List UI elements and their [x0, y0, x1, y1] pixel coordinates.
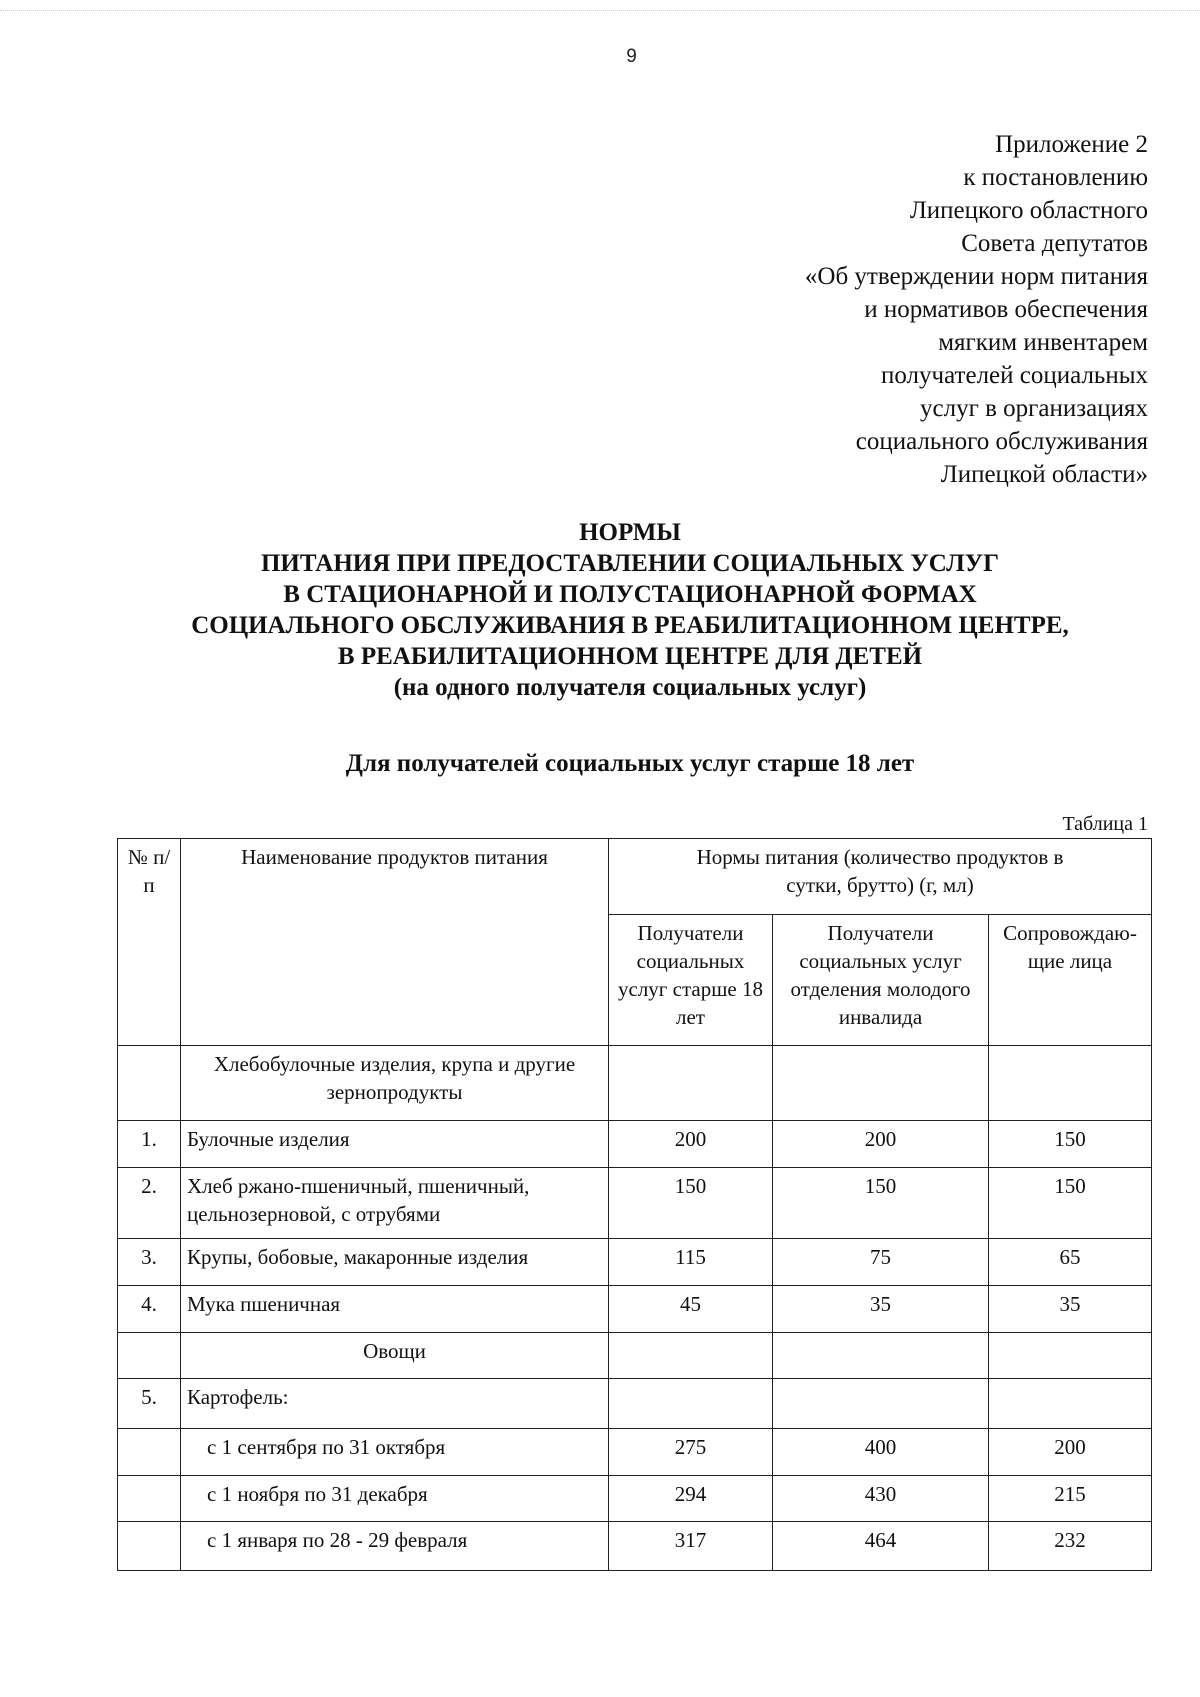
appendix-line: и нормативов обеспечения — [864, 296, 1148, 323]
header-norms: Нормы питания (количество продуктов в сутки, брутто) (г, мл) — [609, 839, 1152, 915]
appendix-line: Приложение 2 — [995, 131, 1148, 158]
norm-recipients-young-disabled: 35 — [773, 1286, 989, 1333]
header-recipients-young-disabled: Получатели социальных услуг отделения молодого инвалида — [773, 915, 989, 1046]
norm-recipients-young-disabled: 464 — [773, 1522, 989, 1571]
product-name: с 1 ноября по 31 декабря — [181, 1476, 609, 1522]
norm-accompanying-persons: 232 — [989, 1522, 1152, 1571]
title-line: НОРМЫ — [579, 519, 681, 546]
row-number: 5. — [118, 1379, 181, 1429]
title-line: В РЕАБИЛИТАЦИОННОМ ЦЕНТРЕ ДЛЯ ДЕТЕЙ — [337, 643, 923, 670]
title-line: В СТАЦИОНАРНОЙ И ПОЛУСТАЦИОНАРНОЙ ФОРМАХ — [283, 581, 977, 608]
product-name: Мука пшеничная — [181, 1286, 609, 1333]
norm-recipients-over-18: 317 — [609, 1522, 773, 1571]
header-recipients-over-18: Получатели социальных услуг старше 18 лет — [609, 915, 773, 1046]
norm-recipients-young-disabled — [773, 1046, 989, 1121]
table-body — [118, 1046, 1152, 1571]
table-row — [118, 1379, 1152, 1429]
table-row — [118, 1121, 1152, 1168]
appendix-line: Совета депутатов — [961, 230, 1148, 257]
table-row — [118, 1168, 1152, 1239]
product-name: Овощи — [181, 1333, 609, 1379]
appendix-line: мягким инвентарем — [938, 329, 1148, 356]
row-number — [118, 1429, 181, 1476]
product-name: с 1 сентября по 31 октября — [181, 1429, 609, 1476]
norm-recipients-over-18 — [609, 1046, 773, 1121]
row-number — [118, 1046, 181, 1121]
scan-top-edge — [0, 10, 1200, 11]
norm-recipients-young-disabled: 430 — [773, 1476, 989, 1522]
norm-accompanying-persons: 215 — [989, 1476, 1152, 1522]
norm-accompanying-persons: 150 — [989, 1168, 1152, 1239]
row-number — [118, 1522, 181, 1571]
product-name: Картофель: — [181, 1379, 609, 1429]
table-row — [118, 1429, 1152, 1476]
appendix-line: Липецкого областного — [909, 197, 1148, 224]
product-name: Хлеб ржано-пшеничный, пшеничный, цельнозерновой, с отрубями — [181, 1168, 609, 1239]
row-number — [118, 1476, 181, 1522]
section-subtitle: Для получателей социальных услуг старше 18 лет — [345, 750, 915, 777]
document-title — [100, 517, 1160, 703]
norm-recipients-over-18: 150 — [609, 1168, 773, 1239]
header-product-name: Наименование продуктов питания — [181, 839, 609, 1046]
appendix-line: получателей социальных — [881, 362, 1148, 389]
table-caption: Таблица 1 — [1062, 813, 1148, 835]
norm-recipients-over-18: 275 — [609, 1429, 773, 1476]
table-row — [118, 1286, 1152, 1333]
norm-recipients-over-18: 294 — [609, 1476, 773, 1522]
row-number: 1. — [118, 1121, 181, 1168]
product-name: Хлебобулочные изделия, крупа и другие зернопродукты — [181, 1046, 609, 1121]
norm-recipients-young-disabled: 150 — [773, 1168, 989, 1239]
norm-recipients-young-disabled: 75 — [773, 1239, 989, 1286]
norm-recipients-young-disabled — [773, 1379, 989, 1429]
table-row — [118, 1046, 1152, 1121]
product-name: с 1 января по 28 - 29 февраля — [181, 1522, 609, 1571]
row-number: 4. — [118, 1286, 181, 1333]
norm-accompanying-persons: 65 — [989, 1239, 1152, 1286]
norm-recipients-over-18: 115 — [609, 1239, 773, 1286]
table-row — [118, 1476, 1152, 1522]
header-number: № п/п — [118, 839, 181, 1046]
norm-recipients-over-18 — [609, 1333, 773, 1379]
appendix-line: социального обслуживания — [855, 428, 1148, 455]
norm-recipients-young-disabled: 200 — [773, 1121, 989, 1168]
norm-recipients-over-18: 45 — [609, 1286, 773, 1333]
appendix-line: «Об утверждении норм питания — [804, 263, 1148, 290]
header-accompanying-persons: Сопровождаю-щие лица — [989, 915, 1152, 1046]
appendix-line: услуг в организациях — [920, 395, 1148, 422]
appendix-reference — [805, 128, 1148, 491]
row-number: 2. — [118, 1168, 181, 1239]
norm-accompanying-persons: 150 — [989, 1121, 1152, 1168]
title-line: СОЦИАЛЬНОГО ОБСЛУЖИВАНИЯ В РЕАБИЛИТАЦИОННОМ ЦЕНТРЕ, — [191, 612, 1069, 639]
table-row — [118, 1522, 1152, 1571]
norm-accompanying-persons: 35 — [989, 1286, 1152, 1333]
product-name: Булочные изделия — [181, 1121, 609, 1168]
table-row — [118, 1333, 1152, 1379]
row-number: 3. — [118, 1239, 181, 1286]
norm-recipients-young-disabled: 400 — [773, 1429, 989, 1476]
appendix-line: к постановлению — [963, 164, 1148, 191]
title-line: ПИТАНИЯ ПРИ ПРЕДОСТАВЛЕНИИ СОЦИАЛЬНЫХ УСЛУГ — [260, 550, 1000, 577]
norm-recipients-over-18 — [609, 1379, 773, 1429]
row-number — [118, 1333, 181, 1379]
appendix-line: Липецкой области» — [940, 461, 1148, 488]
norm-accompanying-persons — [989, 1379, 1152, 1429]
norm-recipients-over-18: 200 — [609, 1121, 773, 1168]
page-number: 9 — [626, 46, 637, 67]
nutrition-norms-table — [117, 838, 1152, 1571]
table-row — [118, 1239, 1152, 1286]
title-line: (на одного получателя социальных услуг) — [393, 674, 867, 701]
product-name: Крупы, бобовые, макаронные изделия — [181, 1239, 609, 1286]
norm-accompanying-persons: 200 — [989, 1429, 1152, 1476]
norm-accompanying-persons — [989, 1046, 1152, 1121]
norm-recipients-young-disabled — [773, 1333, 989, 1379]
norm-accompanying-persons — [989, 1333, 1152, 1379]
